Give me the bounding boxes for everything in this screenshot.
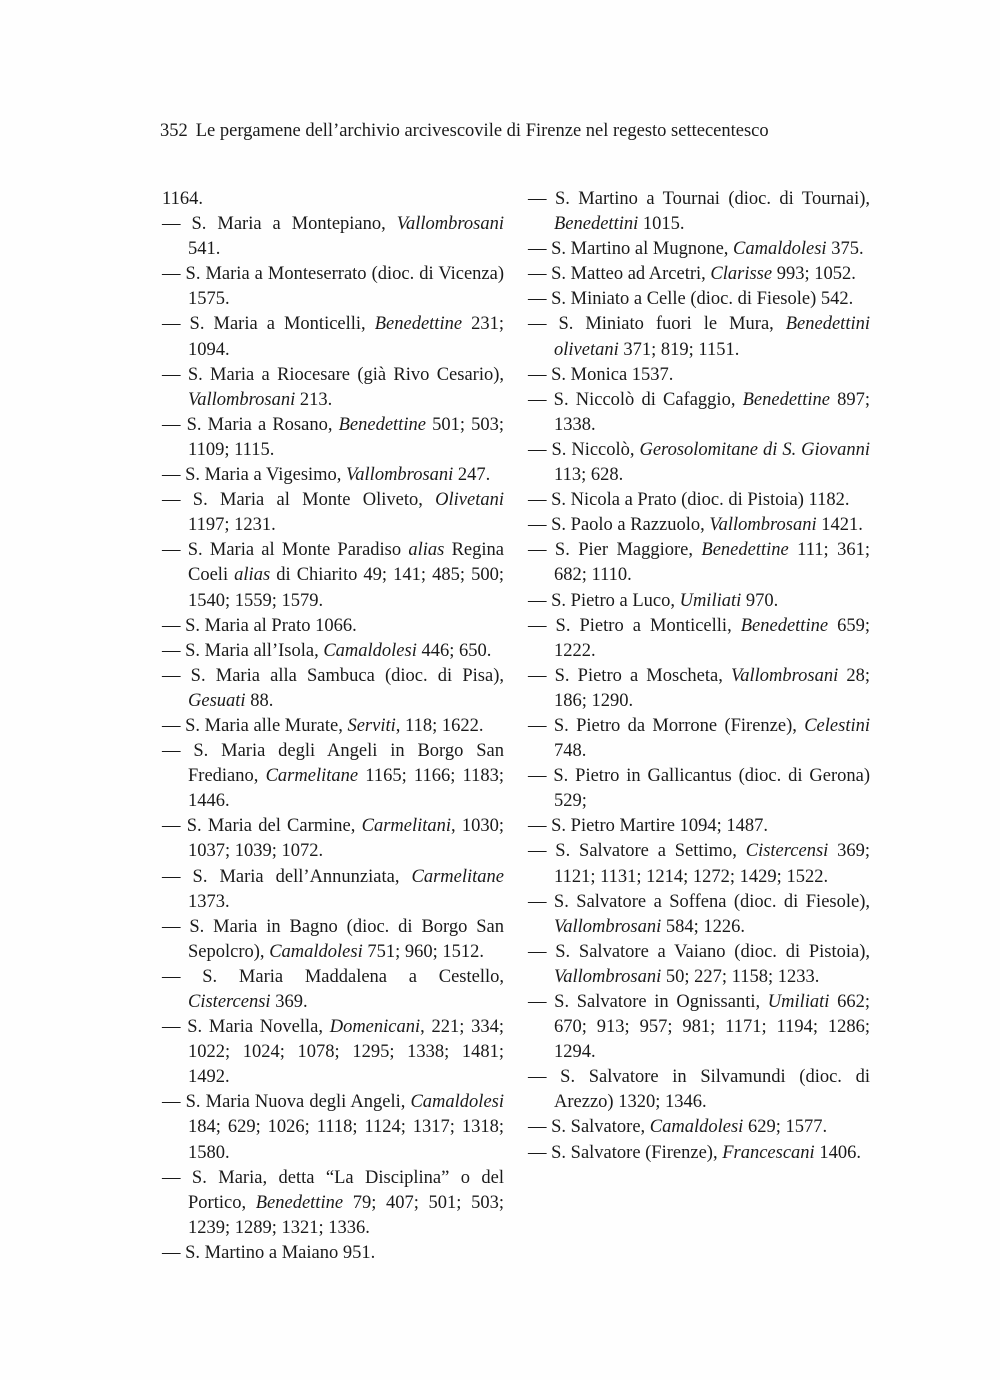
- index-entry: [162, 664, 504, 714]
- entry-text: Regina Coeli: [188, 540, 504, 586]
- entry-text: 375.: [826, 239, 864, 260]
- entry-text: 584; 1226.: [661, 916, 746, 937]
- index-entry: [528, 538, 870, 588]
- entry-order-name: Vallombrosani: [730, 665, 839, 686]
- entry-text: 897; 1338.: [554, 389, 871, 435]
- entry-order-name: Gerosolomitane di S. Giovanni: [639, 439, 871, 460]
- entry-order-name: Umiliati: [767, 992, 830, 1012]
- entry-text: 184; 629; 1026; 1118; 1124; 1317; 1318; 1580.: [188, 1117, 504, 1163]
- index-entry: [528, 438, 870, 488]
- index-entry: [162, 363, 504, 413]
- entry-order-name: Camaldolesi: [410, 1092, 504, 1113]
- index-entry: [528, 1115, 870, 1140]
- entry-text: — S. Nicola a Prato (dioc. di Pistoia) 1182.: [528, 490, 850, 511]
- entry-text: — S. Maria al Monte Oliveto,: [162, 490, 436, 511]
- index-entry: [162, 739, 504, 814]
- entry-order-name: Benedettine: [701, 540, 789, 561]
- entry-text: 751; 960; 1512.: [362, 941, 484, 962]
- index-column-right: [528, 187, 870, 1166]
- index-entry: [528, 513, 870, 538]
- index-entry: [162, 187, 504, 212]
- running-head: [160, 118, 880, 144]
- entry-order-name: Vallombrosani: [188, 389, 296, 410]
- index-entry: [528, 312, 870, 362]
- index-entry: [528, 388, 870, 438]
- index-entry: [528, 890, 870, 940]
- index-entry: [162, 413, 504, 463]
- entry-text: — S. Salvatore (Firenze),: [528, 1142, 723, 1163]
- entry-text: di Chiarito 49; 141; 485; 500; 1540; 1559; 1579.: [188, 565, 504, 611]
- entry-order-name: Vallombrosani: [554, 916, 662, 937]
- index-entry: [162, 965, 504, 1015]
- entry-order-name: Carmelitane: [411, 866, 504, 887]
- index-entry: [162, 814, 504, 864]
- entry-text: 111; 361; 682; 1110.: [554, 540, 870, 586]
- index-entry: [528, 714, 870, 764]
- entry-order-name: Francescani: [722, 1142, 815, 1163]
- index-entry: [528, 363, 870, 388]
- entry-text: 446; 650.: [416, 640, 492, 661]
- entry-text: — S. Maria a Riocesare (già Rivo Cesario),: [162, 364, 504, 385]
- entry-text: , 221; 334; 1022; 1024; 1078; 1295; 1338; 1481; 1492.: [188, 1017, 505, 1088]
- entry-text: — S. Maria Nuova degli Angeli,: [162, 1092, 411, 1113]
- entry-text: — S. Niccolò,: [528, 439, 640, 460]
- entry-order-name: Vallombrosani: [554, 966, 662, 987]
- index-column-left: [162, 187, 504, 1266]
- index-entry: [528, 237, 870, 262]
- entry-text: — S. Maria in Bagno (dioc. di Borgo San Sepolcro),: [162, 916, 504, 962]
- entry-text: — S. Martino a Maiano 951.: [162, 1242, 376, 1263]
- index-entry: [528, 1141, 870, 1166]
- entry-text: 659; 1222.: [554, 615, 870, 661]
- entry-order-name: Domenicani: [329, 1017, 421, 1038]
- entry-text: 662; 670; 913; 957; 981; 1171; 1194; 1286; 1294.: [554, 992, 870, 1063]
- entry-order-name: Benedettine: [742, 389, 830, 410]
- entry-text: — S. Salvatore,: [528, 1117, 650, 1138]
- index-entry: [162, 1241, 504, 1266]
- index-entry: [162, 639, 504, 664]
- entry-text: 50; 227; 1158; 1233.: [661, 966, 820, 987]
- entry-order-name: Camaldolesi: [269, 941, 363, 962]
- entry-order-name: Cistercensi: [188, 992, 271, 1012]
- page-number: 352: [160, 121, 188, 141]
- entry-order-name: Olivetani: [435, 490, 504, 511]
- index-entry: [528, 262, 870, 287]
- entry-order-name: Carmelitani: [361, 816, 452, 837]
- entry-text: — S. Maria Maddalena a Cestello,: [162, 966, 504, 987]
- index-entry: [528, 287, 870, 312]
- index-entry: [162, 714, 504, 739]
- entry-text: — S. Maria del Carmine,: [162, 816, 362, 837]
- entry-text: 1373.: [188, 891, 230, 912]
- entry-order-name: Vallombrosani: [709, 515, 817, 536]
- entry-order-name: alias: [234, 565, 271, 586]
- entry-text: — S. Maria degli Angeli in Borgo San Frediano,: [162, 741, 504, 787]
- entry-text: — S. Paolo a Razzuolo,: [528, 515, 710, 536]
- entry-text: — S. Pier Maggiore,: [528, 540, 702, 561]
- entry-text: — S. Maria Novella,: [162, 1017, 330, 1038]
- index-entry: [528, 764, 870, 814]
- entry-text: — S. Maria a Vigesimo,: [162, 465, 347, 486]
- entry-text: — S. Pietro in Gallicantus (dioc. di Gerona) 529;: [528, 766, 870, 812]
- page-title: Le pergamene dell’archivio arcivescovile di Firenze nel regesto settecentesco: [195, 121, 769, 141]
- index-entry: [162, 262, 504, 312]
- entry-text: 247.: [453, 465, 491, 486]
- index-entry: [528, 1065, 870, 1115]
- index-entry: [528, 488, 870, 513]
- index-entry: [162, 865, 504, 915]
- index-entry: [162, 488, 504, 538]
- entry-text: 213.: [295, 389, 333, 410]
- entry-text: 748.: [554, 741, 587, 762]
- index-entry: [528, 990, 870, 1065]
- entry-order-name: Serviti: [347, 715, 396, 736]
- entry-text: 1406.: [814, 1142, 861, 1163]
- entry-order-name: Camaldolesi: [649, 1117, 744, 1138]
- entry-text: — S. Maria a Rosano,: [162, 414, 339, 435]
- entry-text: 231; 1094.: [188, 314, 504, 360]
- entry-order-name: Benedettini olivetani: [554, 314, 870, 360]
- index-entry: [162, 915, 504, 965]
- entry-order-name: Benedettine: [338, 414, 426, 435]
- entry-text: — S. Salvatore in Silvamundi (dioc. di Arezzo) 1320; 1346.: [528, 1067, 870, 1113]
- index-entry: [162, 1166, 504, 1241]
- entry-text: — S. Maria a Monteserrato (dioc. di Vicenza) 1575.: [162, 264, 504, 310]
- entry-text: 369; 1121; 1131; 1214; 1272; 1429; 1522.: [554, 841, 870, 887]
- entry-order-name: Camaldolesi: [323, 640, 417, 661]
- entry-text: , 1030; 1037; 1039; 1072.: [188, 816, 505, 862]
- entry-text: 541.: [188, 239, 221, 260]
- entry-order-name: Umiliati: [679, 590, 742, 611]
- entry-text: — S. Miniato fuori le Mura,: [528, 314, 786, 335]
- entry-text: 993; 1052.: [772, 264, 856, 285]
- index-entry: [528, 940, 870, 990]
- entry-text: — S. Pietro da Morrone (Firenze),: [528, 715, 805, 736]
- entry-text: 88.: [245, 690, 274, 711]
- entry-text: 1421.: [816, 515, 863, 536]
- entry-order-name: Benedettine: [255, 1192, 344, 1213]
- entry-text: — S. Maria alla Sambuca (dioc. di Pisa),: [162, 665, 504, 686]
- entry-text: 113; 628.: [554, 465, 624, 486]
- index-entry: [528, 839, 870, 889]
- index-entry: [528, 589, 870, 614]
- entry-order-name: Cistercensi: [745, 841, 829, 862]
- entry-text: 970.: [741, 590, 779, 611]
- entry-text: 79; 407; 501; 503; 1239; 1289; 1321; 1336.: [188, 1192, 504, 1238]
- entry-text: 1164.: [162, 189, 203, 209]
- entry-text: — S. Martino al Mugnone,: [528, 239, 734, 260]
- entry-text: — S. Salvatore a Settimo,: [528, 841, 746, 862]
- entry-text: — S. Maria dell’Annunziata,: [162, 866, 412, 887]
- entry-text: 1165; 1166; 1183; 1446.: [188, 766, 504, 812]
- entry-text: — S. Maria, detta “La Disciplina” o del Portico,: [162, 1167, 504, 1213]
- index-entry: [162, 1015, 504, 1090]
- entry-text: — S. Maria a Montepiano,: [162, 214, 397, 235]
- index-entry: [162, 463, 504, 488]
- entry-order-name: Benedettine: [374, 314, 463, 335]
- index-entry: [162, 614, 504, 639]
- index-entry: [528, 614, 870, 664]
- entry-text: 28; 186; 1290.: [554, 665, 870, 711]
- entry-text: — S. Pietro a Luco,: [528, 590, 680, 611]
- entry-text: 629; 1577.: [743, 1117, 828, 1138]
- entry-order-name: Benedettine: [740, 615, 829, 636]
- entry-text: — S. Miniato a Celle (dioc. di Fiesole) 542.: [528, 289, 854, 310]
- entry-order-name: Clarisse: [710, 264, 773, 285]
- entry-order-name: Camaldolesi: [733, 239, 827, 260]
- entry-order-name: Benedettini: [554, 214, 639, 235]
- entry-text: 1197; 1231.: [188, 515, 276, 536]
- entry-text: — S. Maria a Monticelli,: [162, 314, 375, 335]
- entry-text: — S. Monica 1537.: [528, 364, 674, 385]
- entry-text: — S. Salvatore a Soffena (dioc. di Fiesole),: [528, 891, 870, 912]
- entry-text: — S. Niccolò di Cafaggio,: [528, 389, 743, 410]
- entry-text: , 118; 1622.: [395, 715, 484, 736]
- entry-text: 369.: [270, 992, 308, 1012]
- index-entry: [162, 212, 504, 262]
- index-entry: [528, 187, 870, 237]
- entry-order-name: Vallombrosani: [396, 214, 504, 235]
- entry-order-name: alias: [408, 540, 445, 561]
- entry-text: — S. Pietro a Moscheta,: [528, 665, 731, 686]
- entry-text: — S. Salvatore a Vaiano (dioc. di Pistoia),: [528, 941, 870, 962]
- entry-text: 371; 819; 1151.: [618, 339, 740, 360]
- entry-text: 501; 503; 1109; 1115.: [188, 414, 504, 460]
- entry-order-name: Vallombrosani: [346, 465, 454, 486]
- entry-text: — S. Maria al Prato 1066.: [162, 615, 357, 636]
- entry-order-name: Celestini: [804, 715, 870, 736]
- entry-text: — S. Pietro a Monticelli,: [528, 615, 741, 636]
- index-entry: [162, 312, 504, 362]
- index-entry: [528, 814, 870, 839]
- index-entry: [162, 538, 504, 613]
- entry-order-name: Carmelitane: [265, 766, 359, 787]
- entry-text: — S. Maria all’Isola,: [162, 640, 324, 661]
- entry-text: — S. Pietro Martire 1094; 1487.: [528, 816, 768, 837]
- index-entry: [528, 664, 870, 714]
- entry-text: — S. Maria alle Murate,: [162, 715, 348, 736]
- entry-text: — S. Maria al Monte Paradiso: [162, 540, 409, 561]
- entry-order-name: Gesuati: [188, 690, 246, 711]
- entry-text: — S. Martino a Tournai (dioc. di Tournai),: [528, 189, 870, 209]
- entry-text: — S. Matteo ad Arcetri,: [528, 264, 711, 285]
- index-entry: [162, 1090, 504, 1165]
- entry-text: — S. Salvatore in Ognissanti,: [528, 992, 768, 1012]
- entry-text: 1015.: [638, 214, 685, 235]
